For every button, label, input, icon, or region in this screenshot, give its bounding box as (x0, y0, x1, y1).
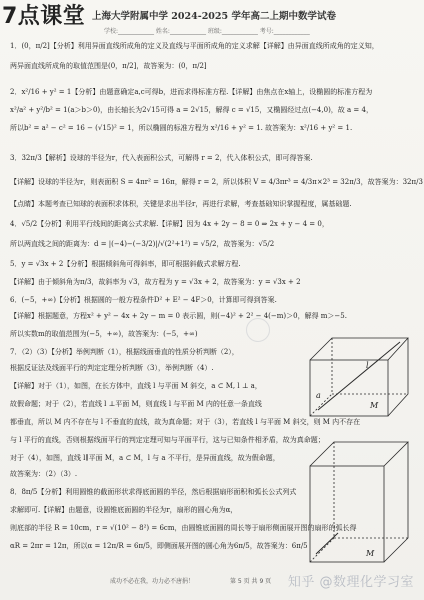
line-17: 根据反证法及线面平行的判定定理分析判断（3），举例判断（4）. (10, 364, 214, 372)
cuboid-bottom (310, 442, 408, 562)
line-20: 都垂直，所以 M 内不存在与 l 不垂直的直线，故为真命题；对于（3），若直线 l 与平面 M 斜交，则 M 内不存在 (10, 418, 361, 426)
line-1: 1．(0，π/2]【分析】利用异面直线所成角的定义及直线与平面所成角的定义求解【详解】由异面直线所成角的定义知， (10, 42, 379, 50)
line-15: 所以实数m的取值范围为(−5，+∞)，故答案为：(−5，+∞) (10, 330, 198, 338)
watermark-circle-icon (246, 318, 270, 342)
line-23: 故答案为：（2）（3）. (10, 470, 78, 478)
zhihu-watermark: 知乎 @数理化学习室 (287, 575, 414, 590)
brand-logo-text: 7点课堂 (2, 4, 86, 29)
line-18: 【详解】对于（1），如图，在长方体中，直线 l 与平面 M 斜交，a ⊂ M, l ⊥ a， (10, 382, 262, 390)
line-12: 【详解】由于倾斜角为π/3，故斜率为 √3，故方程为 y = √3x + 2，故答案为：y = √3x + 2 (10, 278, 301, 286)
line-5: 所以b² = a² − c² = 16 − (√15)² = 1，所以椭圆的标准方程为 x²/16 + y² = 1. 故答案为：x²/16 + y² = 1. (10, 124, 353, 132)
label-M-top: M (370, 401, 379, 410)
line-9: 4．√5/2【分析】利用平行线间的距离公式求解.【详解】因为 4x + 2y − 8 = 0 ⇒ 2x + y − 4 = 0， (10, 220, 329, 228)
label-M-bottom: M (366, 549, 375, 558)
line-11: 5．y = √3x + 2【分析】根据倾斜角可得斜率，即可根据斜截式求解方程. (10, 260, 241, 268)
line-14: 【详解】根据题意，方程x² + y² − 4x + 2y − m = 0 表示圆，则(−4)² + 2² − 4(−m)＞0，解得 m＞−5. (10, 312, 347, 320)
line-4: x²/a² + y²/b² = 1(a＞b＞0)，由长轴长为2√15可得 a = 2√15，解得 c = √15，又椭圆经过点(−4,0)，故 a = 4， (10, 106, 373, 114)
line-6: 3．32π/3【解析】设球的半径为r，代入表面积公式，可解得 r = 2，代入体积公式，即可得答案. (10, 154, 313, 162)
line-21: 与 l 平行的直线，否则根据线面平行的判定定理可知与平面平行，这与已知条件相矛盾，故为真命题； (10, 436, 325, 444)
line-a-bottom (316, 533, 338, 554)
line-7: 【详解】设球的半径为r，则表面积 S = 4πr² = 16π，解得 r = 2，所以体积 V = 4/3πr³ = 4/3π×2³ = 32π/3，故答案为：32π/3 (10, 178, 423, 186)
cuboid-top (310, 338, 408, 416)
exam-title: 上海大学附属中学 2024-2025 学年高二上期中数学试卷 (92, 11, 336, 22)
footer-motto: 成功不必在我，功力必不唐捐！ (110, 578, 195, 585)
line-24: 8．8π/5【分析】利用圆锥的截面形状求得底面圆的半径，然后根据扇形面积和弧长公式列式 (10, 488, 297, 496)
line-2: 两异面直线所成角的取值范围是(0，π/2]，故答案为：(0，π/2] (10, 62, 207, 70)
page-number: 第 5 页 共 9 页 (230, 578, 272, 585)
line-16: 7．（2）（3）【分析】举例判断（1），根据线面垂直的性质分析判断（2）， (10, 348, 239, 356)
line-13: 6．(−5，+∞)【分析】根据圆的一般方程条件D² + E² − 4F＞0，计算即可得到答案. (10, 296, 277, 304)
line-22: 对于（4），如图，直线 l∥平面 M，a ⊂ M，l 与 a 不平行，是异面直线，故为假命题， (10, 454, 280, 462)
line-10: 所以两直线之间的距离为：d = |(−4)−(−3/2)|/√(2²+1²) = √5/2，故答案为：√5/2 (10, 240, 275, 248)
line-8: 【点睛】本题考查已知球的表面积求体积，关键是求出半径r，再进行求解，考查基础知识掌握程度，属基础题. (10, 200, 352, 208)
line-26: 则底部的半径 R = 10cm，r = √(10² − 8²) = 6cm，由圆锥底面圆的周长等于扇形侧面展开图的扇形的弧长得 (10, 524, 357, 532)
line-27: αR = 2πr = 12π，所以α = 12π/R = 6π/5，即侧面展开图的圆心角为6π/5，故答案为：6π/5 (10, 542, 308, 550)
geometry-figure (304, 328, 414, 578)
line-3: 2．x²/16 + y² = 1【分析】由题意确定a,c可得b，进而求得标准方程.【详解】由焦点在x轴上，设椭圆的标准方程为 (10, 88, 373, 96)
line-19: 故假命题；对于（2），若直线 l ⊥平面 M，则直线 l 与平面 M 内的任意一条直线 (10, 400, 262, 408)
label-l: l (366, 361, 369, 370)
student-info-line: 学校:____________ 姓名:____________ 班级:____________ 考号:____________ (104, 28, 310, 35)
label-a: a (316, 391, 321, 400)
line-25: 求解即可.【详解】由题意，设圆锥底面圆的半径为r，扇形的圆心角为α， (10, 506, 238, 514)
